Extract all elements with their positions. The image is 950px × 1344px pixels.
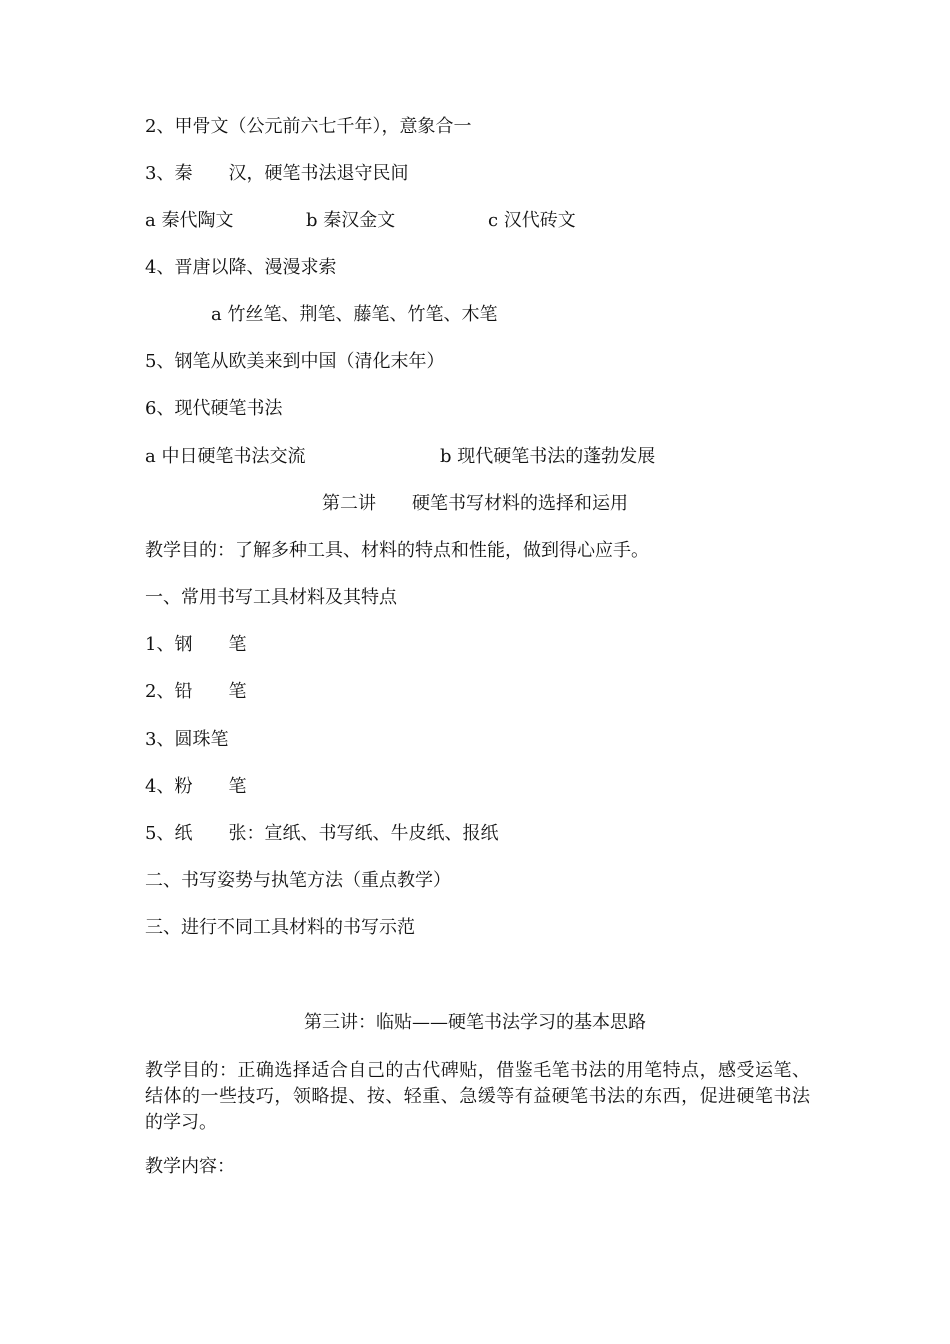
list-item: 3、圆珠笔 bbox=[145, 729, 229, 750]
sub-item: a 秦代陶文 bbox=[145, 210, 234, 231]
list-item: 5、钢笔从欧美来到中国（清化末年） bbox=[145, 351, 445, 372]
list-item: 三、进行不同工具材料的书写示范 bbox=[145, 917, 415, 938]
list-item: 6、现代硬笔书法 bbox=[145, 398, 283, 419]
sub-item: c 汉代砖文 bbox=[488, 210, 576, 231]
list-item: 二、书写姿势与执笔方法（重点教学） bbox=[145, 870, 451, 891]
list-item: 2、铅 笔 bbox=[145, 681, 247, 702]
paragraph: 教学目的：正确选择适合自己的古代碑贴，借鉴毛笔书法的用笔特点，感受运笔、结体的一些技巧，领略提、按、轻重、急缓等有益硬笔书法的东西，促进硬笔书法的学习。 bbox=[145, 1060, 810, 1133]
list-item: 1、钢 笔 bbox=[145, 634, 247, 655]
list-item: 4、晋唐以降、漫漫求索 bbox=[145, 257, 337, 278]
paragraph: 教学内容： bbox=[145, 1156, 235, 1177]
sub-item: b 现代硬笔书法的蓬勃发展 bbox=[440, 446, 656, 467]
list-item: 2、甲骨文（公元前六七千年），意象合一 bbox=[145, 116, 472, 137]
list-item: 一、常用书写工具材料及其特点 bbox=[145, 587, 397, 608]
list-item: 5、纸 张：宣纸、书写纸、牛皮纸、报纸 bbox=[145, 823, 499, 844]
paragraph: 教学目的：了解多种工具、材料的特点和性能，做到得心应手。 bbox=[145, 540, 649, 561]
sub-item: b 秦汉金文 bbox=[306, 210, 396, 231]
list-item: 4、粉 笔 bbox=[145, 776, 247, 797]
list-item: 3、秦 汉，硬笔书法退守民间 bbox=[145, 163, 409, 184]
sub-item: a 竹丝笔、荆笔、藤笔、竹笔、木笔 bbox=[211, 304, 498, 325]
section-heading: 第三讲：临贴——硬笔书法学习的基本思路 bbox=[304, 1012, 646, 1033]
sub-item: a 中日硬笔书法交流 bbox=[145, 446, 306, 467]
section-heading: 第二讲 硬笔书写材料的选择和运用 bbox=[322, 493, 628, 514]
